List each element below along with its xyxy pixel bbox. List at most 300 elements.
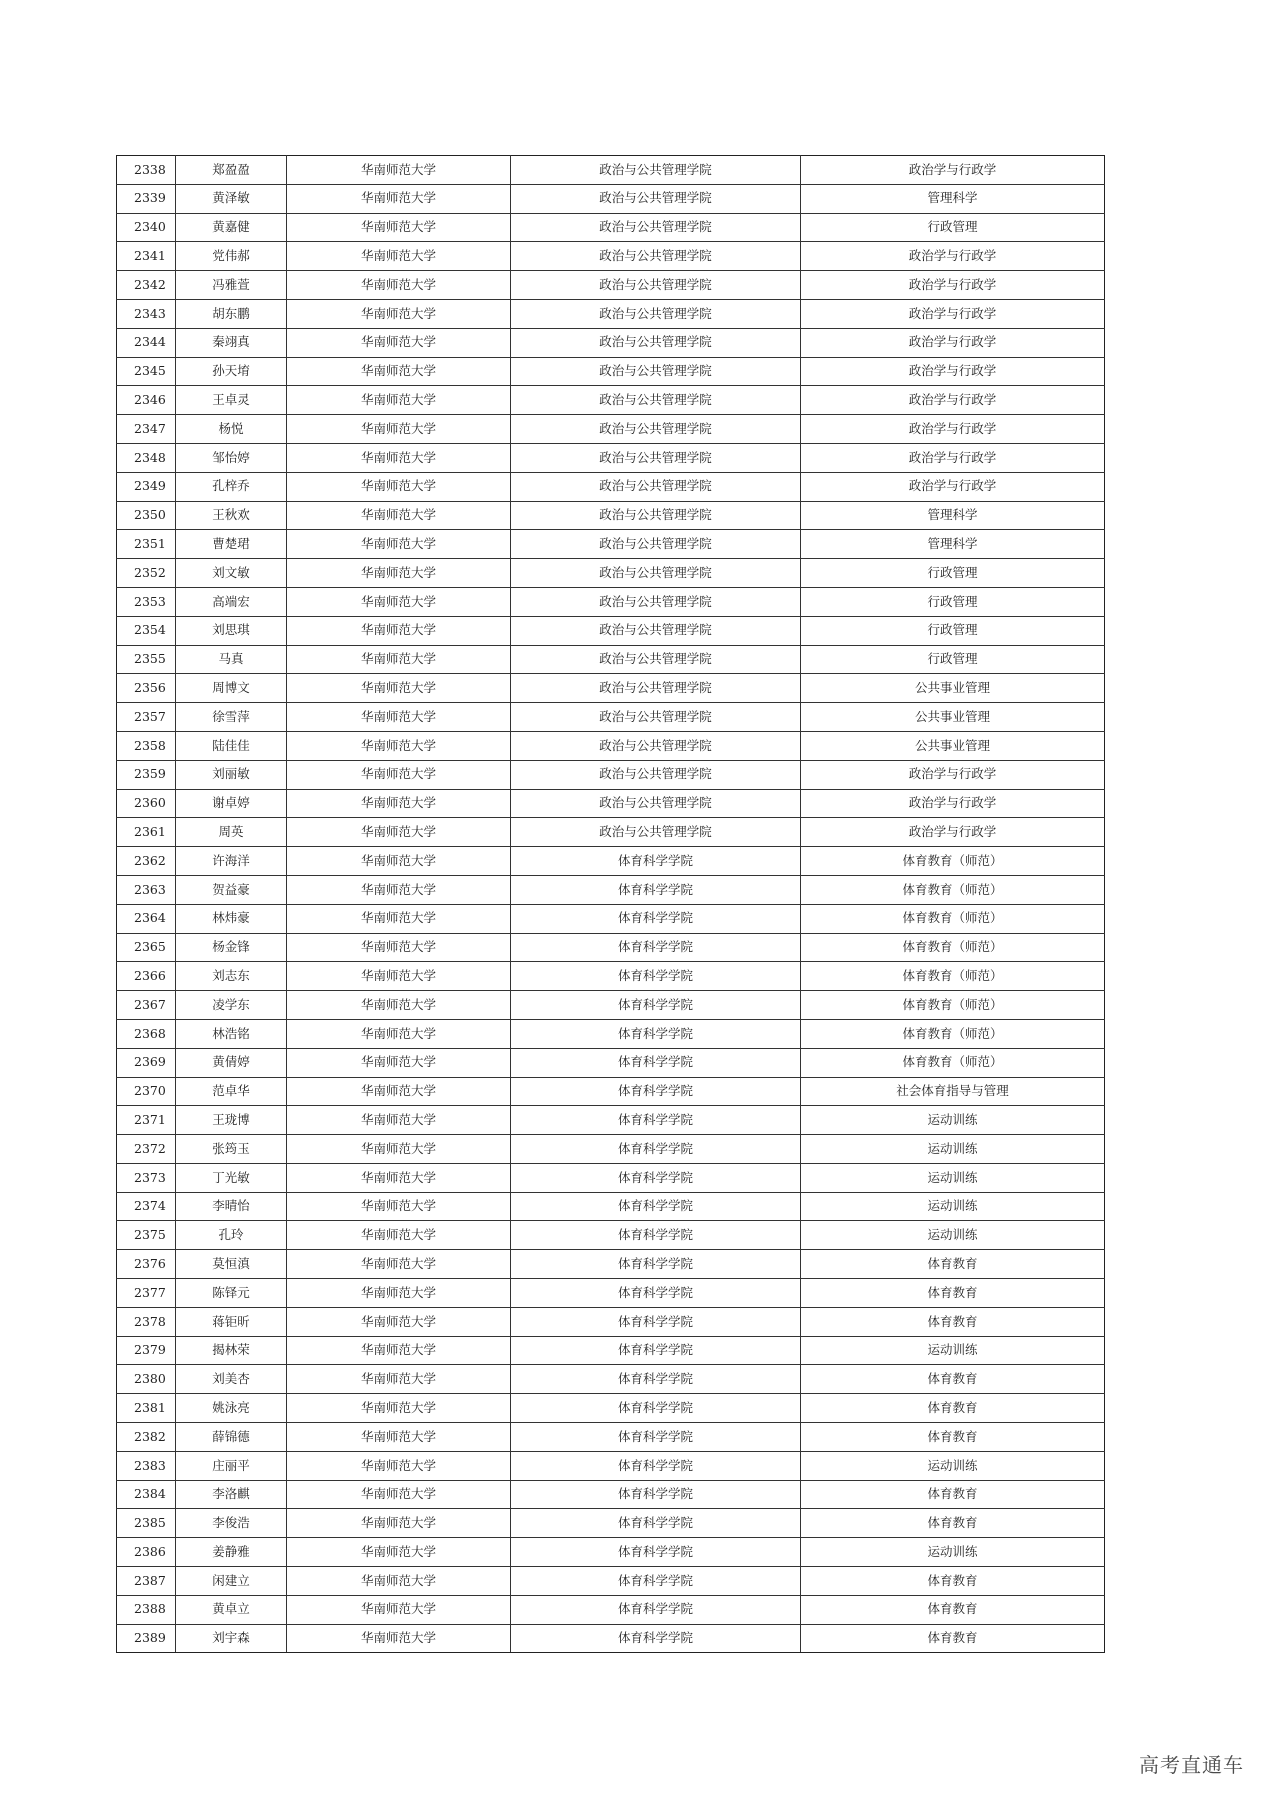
university-cell: 华南师范大学 bbox=[287, 501, 511, 530]
college-cell: 政治与公共管理学院 bbox=[511, 328, 801, 357]
major-cell: 运动训练 bbox=[801, 1538, 1105, 1567]
major-cell: 政治学与行政学 bbox=[801, 472, 1105, 501]
university-cell: 华南师范大学 bbox=[287, 789, 511, 818]
major-cell: 行政管理 bbox=[801, 616, 1105, 645]
major-cell: 公共事业管理 bbox=[801, 674, 1105, 703]
university-cell: 华南师范大学 bbox=[287, 962, 511, 991]
major-cell: 运动训练 bbox=[801, 1106, 1105, 1135]
serial-number-cell: 2369 bbox=[117, 1048, 176, 1077]
serial-number-cell: 2372 bbox=[117, 1135, 176, 1164]
major-cell: 体育教育 bbox=[801, 1624, 1105, 1653]
college-cell: 体育科学学院 bbox=[511, 875, 801, 904]
university-cell: 华南师范大学 bbox=[287, 1163, 511, 1192]
serial-number-cell: 2384 bbox=[117, 1480, 176, 1509]
student-name-cell: 刘思琪 bbox=[176, 616, 287, 645]
major-cell: 运动训练 bbox=[801, 1221, 1105, 1250]
serial-number-cell: 2338 bbox=[117, 156, 176, 185]
table-row bbox=[117, 559, 1105, 588]
student-name-cell: 周博文 bbox=[176, 674, 287, 703]
major-cell: 体育教育 bbox=[801, 1365, 1105, 1394]
student-name-cell: 陈铎元 bbox=[176, 1279, 287, 1308]
student-name-cell: 谢卓婷 bbox=[176, 789, 287, 818]
major-cell: 体育教育 bbox=[801, 1423, 1105, 1452]
student-name-cell: 李洛麒 bbox=[176, 1480, 287, 1509]
college-cell: 政治与公共管理学院 bbox=[511, 530, 801, 559]
student-name-cell: 莫恒滇 bbox=[176, 1250, 287, 1279]
serial-number-cell: 2377 bbox=[117, 1279, 176, 1308]
college-cell: 政治与公共管理学院 bbox=[511, 587, 801, 616]
college-cell: 体育科学学院 bbox=[511, 1509, 801, 1538]
serial-number-cell: 2359 bbox=[117, 760, 176, 789]
university-cell: 华南师范大学 bbox=[287, 213, 511, 242]
table-row bbox=[117, 1480, 1105, 1509]
serial-number-cell: 2375 bbox=[117, 1221, 176, 1250]
major-cell: 政治学与行政学 bbox=[801, 156, 1105, 185]
university-cell: 华南师范大学 bbox=[287, 616, 511, 645]
student-name-cell: 黄泽敏 bbox=[176, 184, 287, 213]
table-row bbox=[117, 1365, 1105, 1394]
student-name-cell: 黄嘉健 bbox=[176, 213, 287, 242]
college-cell: 体育科学学院 bbox=[511, 1307, 801, 1336]
major-cell: 体育教育 bbox=[801, 1307, 1105, 1336]
student-name-cell: 邹怡婷 bbox=[176, 443, 287, 472]
table-row bbox=[117, 1163, 1105, 1192]
table-row bbox=[117, 1451, 1105, 1480]
university-cell: 华南师范大学 bbox=[287, 587, 511, 616]
college-cell: 政治与公共管理学院 bbox=[511, 501, 801, 530]
table-row bbox=[117, 1336, 1105, 1365]
serial-number-cell: 2340 bbox=[117, 213, 176, 242]
student-name-cell: 高端宏 bbox=[176, 587, 287, 616]
major-cell: 行政管理 bbox=[801, 213, 1105, 242]
university-cell: 华南师范大学 bbox=[287, 443, 511, 472]
table-row bbox=[117, 328, 1105, 357]
table-row bbox=[117, 1509, 1105, 1538]
major-cell: 体育教育 bbox=[801, 1567, 1105, 1596]
college-cell: 体育科学学院 bbox=[511, 1595, 801, 1624]
student-name-cell: 党伟郝 bbox=[176, 242, 287, 271]
college-cell: 政治与公共管理学院 bbox=[511, 731, 801, 760]
college-cell: 体育科学学院 bbox=[511, 1451, 801, 1480]
serial-number-cell: 2353 bbox=[117, 587, 176, 616]
serial-number-cell: 2348 bbox=[117, 443, 176, 472]
college-cell: 体育科学学院 bbox=[511, 1077, 801, 1106]
university-cell: 华南师范大学 bbox=[287, 184, 511, 213]
college-cell: 政治与公共管理学院 bbox=[511, 443, 801, 472]
serial-number-cell: 2357 bbox=[117, 703, 176, 732]
college-cell: 体育科学学院 bbox=[511, 1019, 801, 1048]
table-row bbox=[117, 156, 1105, 185]
major-cell: 社会体育指导与管理 bbox=[801, 1077, 1105, 1106]
serial-number-cell: 2360 bbox=[117, 789, 176, 818]
major-cell: 管理科学 bbox=[801, 530, 1105, 559]
university-cell: 华南师范大学 bbox=[287, 1365, 511, 1394]
major-cell: 运动训练 bbox=[801, 1192, 1105, 1221]
university-cell: 华南师范大学 bbox=[287, 674, 511, 703]
table-row bbox=[117, 703, 1105, 732]
college-cell: 政治与公共管理学院 bbox=[511, 616, 801, 645]
college-cell: 体育科学学院 bbox=[511, 1567, 801, 1596]
table-row bbox=[117, 1624, 1105, 1653]
serial-number-cell: 2373 bbox=[117, 1163, 176, 1192]
college-cell: 体育科学学院 bbox=[511, 1480, 801, 1509]
major-cell: 政治学与行政学 bbox=[801, 357, 1105, 386]
roster-body bbox=[117, 156, 1105, 1653]
student-name-cell: 姜静雅 bbox=[176, 1538, 287, 1567]
university-cell: 华南师范大学 bbox=[287, 299, 511, 328]
university-cell: 华南师范大学 bbox=[287, 991, 511, 1020]
table-row bbox=[117, 1307, 1105, 1336]
university-cell: 华南师范大学 bbox=[287, 1019, 511, 1048]
major-cell: 公共事业管理 bbox=[801, 731, 1105, 760]
student-name-cell: 林浩铭 bbox=[176, 1019, 287, 1048]
university-cell: 华南师范大学 bbox=[287, 818, 511, 847]
serial-number-cell: 2379 bbox=[117, 1336, 176, 1365]
serial-number-cell: 2378 bbox=[117, 1307, 176, 1336]
university-cell: 华南师范大学 bbox=[287, 760, 511, 789]
table-row bbox=[117, 616, 1105, 645]
table-row bbox=[117, 1135, 1105, 1164]
student-name-cell: 姚泳亮 bbox=[176, 1394, 287, 1423]
student-name-cell: 孔玲 bbox=[176, 1221, 287, 1250]
serial-number-cell: 2350 bbox=[117, 501, 176, 530]
student-name-cell: 黄卓立 bbox=[176, 1595, 287, 1624]
university-cell: 华南师范大学 bbox=[287, 1394, 511, 1423]
major-cell: 政治学与行政学 bbox=[801, 271, 1105, 300]
major-cell: 运动训练 bbox=[801, 1163, 1105, 1192]
serial-number-cell: 2386 bbox=[117, 1538, 176, 1567]
student-name-cell: 李俊浩 bbox=[176, 1509, 287, 1538]
serial-number-cell: 2352 bbox=[117, 559, 176, 588]
student-name-cell: 林炜豪 bbox=[176, 904, 287, 933]
student-name-cell: 刘宇森 bbox=[176, 1624, 287, 1653]
major-cell: 政治学与行政学 bbox=[801, 443, 1105, 472]
major-cell: 体育教育（师范） bbox=[801, 875, 1105, 904]
serial-number-cell: 2343 bbox=[117, 299, 176, 328]
table-row bbox=[117, 789, 1105, 818]
table-row bbox=[117, 847, 1105, 876]
serial-number-cell: 2389 bbox=[117, 1624, 176, 1653]
serial-number-cell: 2374 bbox=[117, 1192, 176, 1221]
university-cell: 华南师范大学 bbox=[287, 1221, 511, 1250]
student-name-cell: 闲建立 bbox=[176, 1567, 287, 1596]
table-row bbox=[117, 472, 1105, 501]
serial-number-cell: 2366 bbox=[117, 962, 176, 991]
university-cell: 华南师范大学 bbox=[287, 703, 511, 732]
table-row bbox=[117, 1595, 1105, 1624]
college-cell: 体育科学学院 bbox=[511, 1423, 801, 1452]
university-cell: 华南师范大学 bbox=[287, 271, 511, 300]
student-name-cell: 郑盈盈 bbox=[176, 156, 287, 185]
college-cell: 体育科学学院 bbox=[511, 1394, 801, 1423]
student-name-cell: 许海洋 bbox=[176, 847, 287, 876]
table-row bbox=[117, 991, 1105, 1020]
table-row bbox=[117, 1106, 1105, 1135]
major-cell: 体育教育（师范） bbox=[801, 904, 1105, 933]
college-cell: 政治与公共管理学院 bbox=[511, 299, 801, 328]
college-cell: 政治与公共管理学院 bbox=[511, 184, 801, 213]
university-cell: 华南师范大学 bbox=[287, 1048, 511, 1077]
college-cell: 政治与公共管理学院 bbox=[511, 818, 801, 847]
student-name-cell: 周英 bbox=[176, 818, 287, 847]
college-cell: 体育科学学院 bbox=[511, 933, 801, 962]
university-cell: 华南师范大学 bbox=[287, 559, 511, 588]
table-row bbox=[117, 357, 1105, 386]
major-cell: 管理科学 bbox=[801, 501, 1105, 530]
student-name-cell: 庄丽平 bbox=[176, 1451, 287, 1480]
college-cell: 体育科学学院 bbox=[511, 1221, 801, 1250]
university-cell: 华南师范大学 bbox=[287, 1451, 511, 1480]
serial-number-cell: 2354 bbox=[117, 616, 176, 645]
table-row bbox=[117, 962, 1105, 991]
serial-number-cell: 2381 bbox=[117, 1394, 176, 1423]
table-row bbox=[117, 213, 1105, 242]
table-row bbox=[117, 443, 1105, 472]
student-name-cell: 蒋钜昕 bbox=[176, 1307, 287, 1336]
student-name-cell: 王卓灵 bbox=[176, 386, 287, 415]
university-cell: 华南师范大学 bbox=[287, 1624, 511, 1653]
student-name-cell: 王秋欢 bbox=[176, 501, 287, 530]
serial-number-cell: 2339 bbox=[117, 184, 176, 213]
university-cell: 华南师范大学 bbox=[287, 1595, 511, 1624]
university-cell: 华南师范大学 bbox=[287, 328, 511, 357]
serial-number-cell: 2368 bbox=[117, 1019, 176, 1048]
major-cell: 政治学与行政学 bbox=[801, 818, 1105, 847]
major-cell: 体育教育（师范） bbox=[801, 933, 1105, 962]
college-cell: 政治与公共管理学院 bbox=[511, 789, 801, 818]
major-cell: 体育教育（师范） bbox=[801, 1019, 1105, 1048]
college-cell: 政治与公共管理学院 bbox=[511, 674, 801, 703]
college-cell: 体育科学学院 bbox=[511, 1538, 801, 1567]
major-cell: 体育教育 bbox=[801, 1480, 1105, 1509]
table-row bbox=[117, 415, 1105, 444]
university-cell: 华南师范大学 bbox=[287, 242, 511, 271]
serial-number-cell: 2383 bbox=[117, 1451, 176, 1480]
university-cell: 华南师范大学 bbox=[287, 875, 511, 904]
college-cell: 政治与公共管理学院 bbox=[511, 415, 801, 444]
major-cell: 体育教育 bbox=[801, 1595, 1105, 1624]
college-cell: 体育科学学院 bbox=[511, 1365, 801, 1394]
college-cell: 体育科学学院 bbox=[511, 847, 801, 876]
serial-number-cell: 2388 bbox=[117, 1595, 176, 1624]
college-cell: 体育科学学院 bbox=[511, 1624, 801, 1653]
table-row bbox=[117, 731, 1105, 760]
student-name-cell: 范卓华 bbox=[176, 1077, 287, 1106]
student-name-cell: 徐雪萍 bbox=[176, 703, 287, 732]
student-name-cell: 秦翊真 bbox=[176, 328, 287, 357]
student-name-cell: 薛锦德 bbox=[176, 1423, 287, 1452]
college-cell: 政治与公共管理学院 bbox=[511, 271, 801, 300]
serial-number-cell: 2349 bbox=[117, 472, 176, 501]
serial-number-cell: 2376 bbox=[117, 1250, 176, 1279]
table-row bbox=[117, 674, 1105, 703]
student-name-cell: 杨金锋 bbox=[176, 933, 287, 962]
university-cell: 华南师范大学 bbox=[287, 415, 511, 444]
university-cell: 华南师范大学 bbox=[287, 156, 511, 185]
student-name-cell: 刘志东 bbox=[176, 962, 287, 991]
student-name-cell: 刘文敏 bbox=[176, 559, 287, 588]
university-cell: 华南师范大学 bbox=[287, 1077, 511, 1106]
serial-number-cell: 2355 bbox=[117, 645, 176, 674]
major-cell: 政治学与行政学 bbox=[801, 789, 1105, 818]
university-cell: 华南师范大学 bbox=[287, 1279, 511, 1308]
college-cell: 体育科学学院 bbox=[511, 904, 801, 933]
major-cell: 运动训练 bbox=[801, 1451, 1105, 1480]
major-cell: 行政管理 bbox=[801, 645, 1105, 674]
serial-number-cell: 2371 bbox=[117, 1106, 176, 1135]
major-cell: 体育教育（师范） bbox=[801, 991, 1105, 1020]
major-cell: 政治学与行政学 bbox=[801, 760, 1105, 789]
college-cell: 体育科学学院 bbox=[511, 1135, 801, 1164]
student-name-cell: 黄倩婷 bbox=[176, 1048, 287, 1077]
table-row bbox=[117, 271, 1105, 300]
student-name-cell: 陆佳佳 bbox=[176, 731, 287, 760]
table-row bbox=[117, 1279, 1105, 1308]
university-cell: 华南师范大学 bbox=[287, 1250, 511, 1279]
university-cell: 华南师范大学 bbox=[287, 645, 511, 674]
major-cell: 公共事业管理 bbox=[801, 703, 1105, 732]
table-row bbox=[117, 1048, 1105, 1077]
college-cell: 体育科学学院 bbox=[511, 991, 801, 1020]
serial-number-cell: 2345 bbox=[117, 357, 176, 386]
university-cell: 华南师范大学 bbox=[287, 472, 511, 501]
table-row bbox=[117, 1192, 1105, 1221]
student-name-cell: 杨悦 bbox=[176, 415, 287, 444]
table-row bbox=[117, 1394, 1105, 1423]
major-cell: 运动训练 bbox=[801, 1135, 1105, 1164]
serial-number-cell: 2356 bbox=[117, 674, 176, 703]
table-row bbox=[117, 933, 1105, 962]
student-name-cell: 冯雅萱 bbox=[176, 271, 287, 300]
student-name-cell: 刘丽敏 bbox=[176, 760, 287, 789]
university-cell: 华南师范大学 bbox=[287, 847, 511, 876]
table-row bbox=[117, 530, 1105, 559]
table-row bbox=[117, 1221, 1105, 1250]
college-cell: 体育科学学院 bbox=[511, 1336, 801, 1365]
student-name-cell: 刘美杏 bbox=[176, 1365, 287, 1394]
college-cell: 体育科学学院 bbox=[511, 962, 801, 991]
university-cell: 华南师范大学 bbox=[287, 1192, 511, 1221]
watermark-logo: 高考直通车 bbox=[1139, 1753, 1244, 1777]
university-cell: 华南师范大学 bbox=[287, 1336, 511, 1365]
college-cell: 体育科学学院 bbox=[511, 1250, 801, 1279]
table-row bbox=[117, 1019, 1105, 1048]
student-name-cell: 丁光敏 bbox=[176, 1163, 287, 1192]
university-cell: 华南师范大学 bbox=[287, 1307, 511, 1336]
table-row bbox=[117, 645, 1105, 674]
major-cell: 政治学与行政学 bbox=[801, 242, 1105, 271]
student-name-cell: 凌学东 bbox=[176, 991, 287, 1020]
serial-number-cell: 2380 bbox=[117, 1365, 176, 1394]
table-row bbox=[117, 299, 1105, 328]
university-cell: 华南师范大学 bbox=[287, 530, 511, 559]
table-row bbox=[117, 386, 1105, 415]
serial-number-cell: 2341 bbox=[117, 242, 176, 271]
table-row bbox=[117, 242, 1105, 271]
serial-number-cell: 2385 bbox=[117, 1509, 176, 1538]
university-cell: 华南师范大学 bbox=[287, 1509, 511, 1538]
table-row bbox=[117, 587, 1105, 616]
major-cell: 管理科学 bbox=[801, 184, 1105, 213]
serial-number-cell: 2364 bbox=[117, 904, 176, 933]
college-cell: 体育科学学院 bbox=[511, 1163, 801, 1192]
major-cell: 体育教育 bbox=[801, 1250, 1105, 1279]
major-cell: 体育教育 bbox=[801, 1279, 1105, 1308]
college-cell: 政治与公共管理学院 bbox=[511, 386, 801, 415]
student-name-cell: 贺益豪 bbox=[176, 875, 287, 904]
table-row bbox=[117, 184, 1105, 213]
major-cell: 体育教育 bbox=[801, 1394, 1105, 1423]
student-name-cell: 马真 bbox=[176, 645, 287, 674]
major-cell: 体育教育 bbox=[801, 1509, 1105, 1538]
college-cell: 体育科学学院 bbox=[511, 1106, 801, 1135]
serial-number-cell: 2370 bbox=[117, 1077, 176, 1106]
table-row bbox=[117, 1538, 1105, 1567]
university-cell: 华南师范大学 bbox=[287, 1423, 511, 1452]
college-cell: 政治与公共管理学院 bbox=[511, 357, 801, 386]
college-cell: 政治与公共管理学院 bbox=[511, 645, 801, 674]
student-name-cell: 张筠玉 bbox=[176, 1135, 287, 1164]
university-cell: 华南师范大学 bbox=[287, 1106, 511, 1135]
college-cell: 政治与公共管理学院 bbox=[511, 156, 801, 185]
major-cell: 运动训练 bbox=[801, 1336, 1105, 1365]
major-cell: 行政管理 bbox=[801, 559, 1105, 588]
major-cell: 政治学与行政学 bbox=[801, 415, 1105, 444]
student-name-cell: 曹楚珺 bbox=[176, 530, 287, 559]
table-row bbox=[117, 760, 1105, 789]
college-cell: 政治与公共管理学院 bbox=[511, 703, 801, 732]
student-name-cell: 王珑博 bbox=[176, 1106, 287, 1135]
major-cell: 政治学与行政学 bbox=[801, 328, 1105, 357]
major-cell: 体育教育（师范） bbox=[801, 962, 1105, 991]
serial-number-cell: 2342 bbox=[117, 271, 176, 300]
serial-number-cell: 2351 bbox=[117, 530, 176, 559]
serial-number-cell: 2362 bbox=[117, 847, 176, 876]
roster-table bbox=[116, 155, 1105, 1653]
table-row bbox=[117, 904, 1105, 933]
table-row bbox=[117, 875, 1105, 904]
college-cell: 政治与公共管理学院 bbox=[511, 242, 801, 271]
student-name-cell: 李晴怡 bbox=[176, 1192, 287, 1221]
table-row bbox=[117, 1077, 1105, 1106]
serial-number-cell: 2344 bbox=[117, 328, 176, 357]
university-cell: 华南师范大学 bbox=[287, 386, 511, 415]
university-cell: 华南师范大学 bbox=[287, 933, 511, 962]
major-cell: 体育教育（师范） bbox=[801, 847, 1105, 876]
university-cell: 华南师范大学 bbox=[287, 1480, 511, 1509]
serial-number-cell: 2347 bbox=[117, 415, 176, 444]
university-cell: 华南师范大学 bbox=[287, 904, 511, 933]
university-cell: 华南师范大学 bbox=[287, 357, 511, 386]
table-row bbox=[117, 501, 1105, 530]
college-cell: 体育科学学院 bbox=[511, 1048, 801, 1077]
table-row bbox=[117, 1250, 1105, 1279]
student-name-cell: 揭林荣 bbox=[176, 1336, 287, 1365]
major-cell: 政治学与行政学 bbox=[801, 386, 1105, 415]
table-row bbox=[117, 1567, 1105, 1596]
serial-number-cell: 2363 bbox=[117, 875, 176, 904]
university-cell: 华南师范大学 bbox=[287, 1135, 511, 1164]
major-cell: 政治学与行政学 bbox=[801, 299, 1105, 328]
serial-number-cell: 2382 bbox=[117, 1423, 176, 1452]
college-cell: 政治与公共管理学院 bbox=[511, 559, 801, 588]
college-cell: 体育科学学院 bbox=[511, 1279, 801, 1308]
student-name-cell: 胡东鹏 bbox=[176, 299, 287, 328]
table-row bbox=[117, 1423, 1105, 1452]
major-cell: 体育教育（师范） bbox=[801, 1048, 1105, 1077]
college-cell: 政治与公共管理学院 bbox=[511, 472, 801, 501]
university-cell: 华南师范大学 bbox=[287, 731, 511, 760]
